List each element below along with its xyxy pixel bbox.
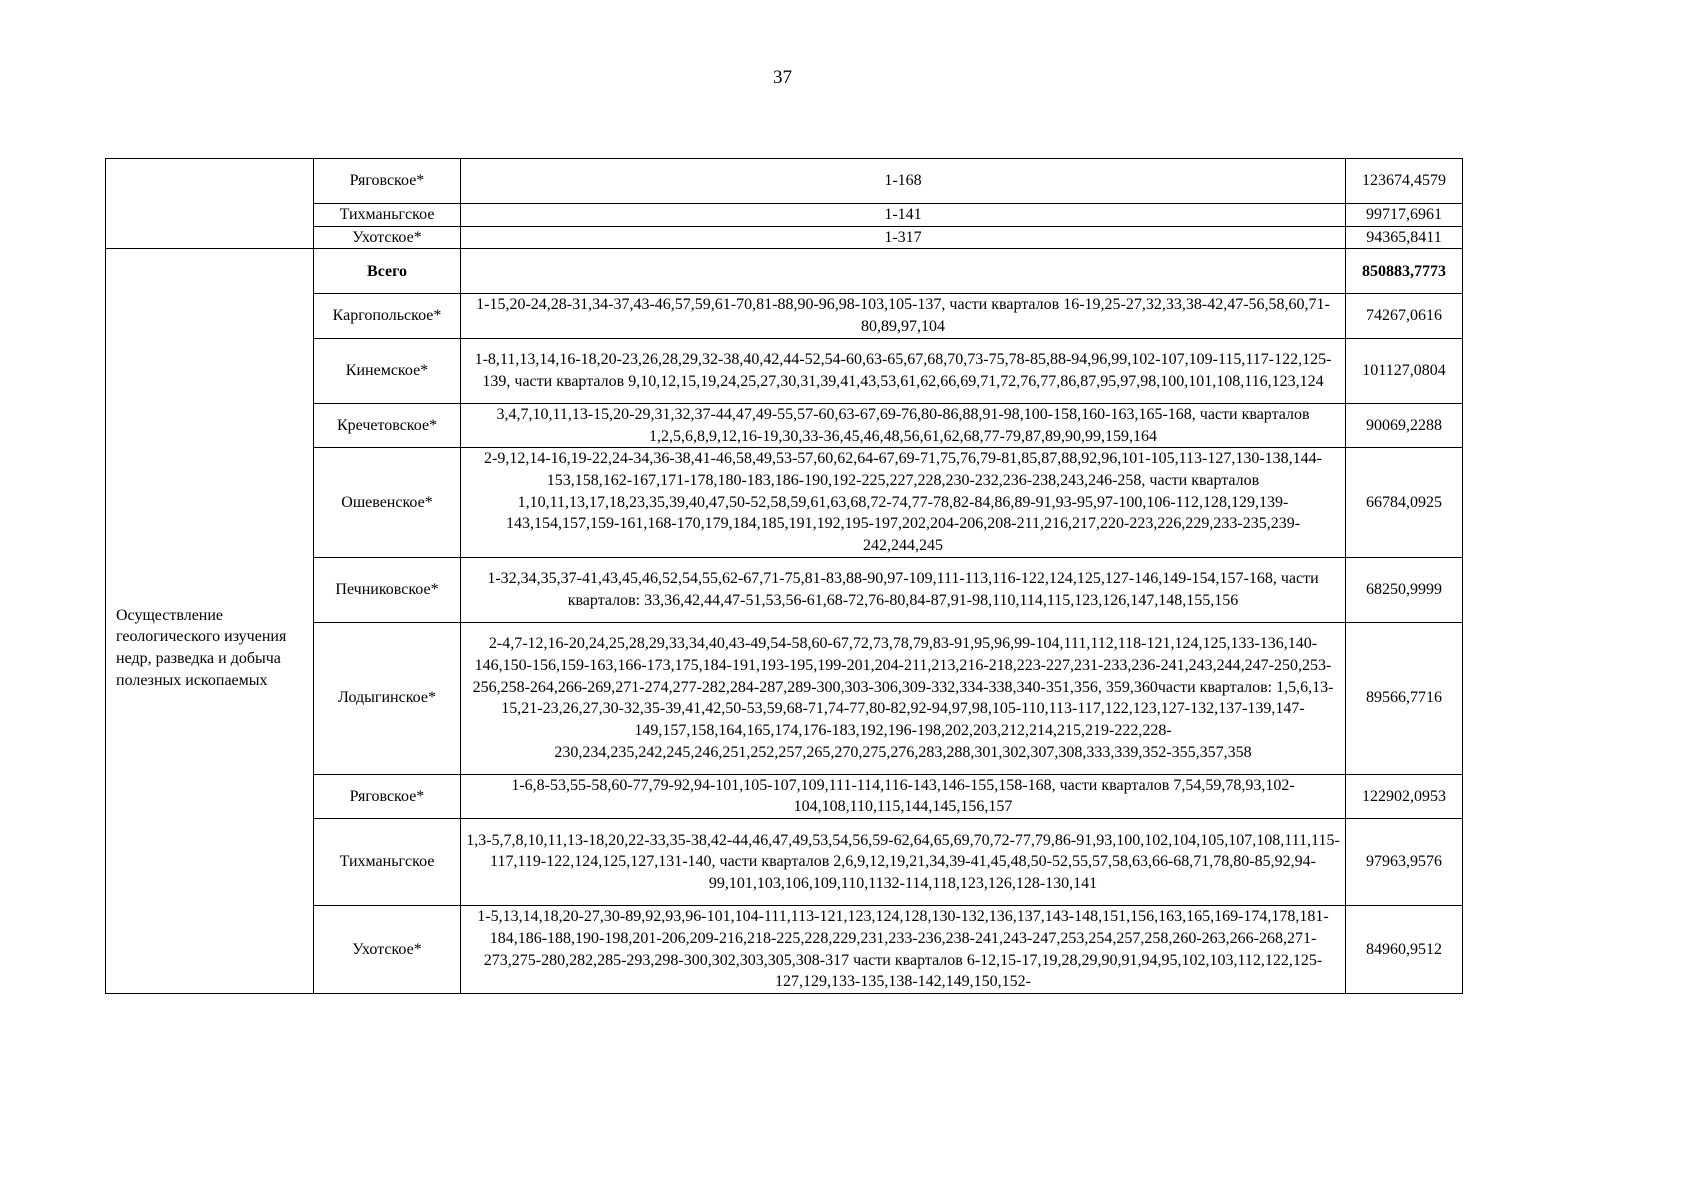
quarters-cell: 2-9,12,14-16,19-22,24-34,36-38,41-46,58,49,53-57,60,62,64-67,69-71,75,76,79-81,85,87,88,92,96,101-105,113-127,130-138,144-153,158,162-167,171-178,180-183,186-190,192-225,227,228,230-232,236-238,243,246-258, части кварталов 1,10,11,13,17,18,23,35,39,40,47,50-52,58,59,61,63,68,72-74,77-78,82-84,86,89-91,93-95,97-100,106-112,128,129,139-143,154,157,159-161,168-170,179,184,185,191,192,195-197,202,204-206,208-211,216,217,220-223,226,229,233-235,239-242,244,245 bbox=[461, 448, 1346, 558]
quarters-cell: 1-8,11,13,14,16-18,20-23,26,28,29,32-38,40,42,44-52,54-60,63-65,67,68,70,73-75,78-85,88-94,96,99,102-107,109-115,117-122,125-139, части кварталов 9,10,12,15,19,24,25,27,30,31,39,41,43,53,61,62,66,69,71,72,76,77,86,87,95,97,98,100,101,108,116,123,124 bbox=[461, 338, 1346, 403]
area-cell: 101127,0804 bbox=[1346, 338, 1463, 403]
quarters-cell: 1,3-5,7,8,10,11,13-18,20,22-33,35-38,42-44,46,47,49,53,54,56,59-62,64,65,69,70,72-77,79,86-91,93,100,102,104,105,107,108,111,115-117,119-122,124,125,127,131-140, части кварталов 2,6,9,12,19,21,34,39-41,45,48,50-52,55,57,58,63,66-68,71,78,80-85,92,94-99,101,103,106,109,110,1132-114,118,123,126,128-130,141 bbox=[461, 819, 1346, 906]
district-name: Тихманьгское bbox=[314, 819, 461, 906]
district-name: Тихманьгское bbox=[314, 204, 461, 227]
quarters-cell: 1-5,13,14,18,20-27,30-89,92,93,96-101,104-111,113-121,123,124,128,130-132,136,137,143-148,151,156,163,165,169-174,178,181-184,186-188,190-198,201-206,209-216,218-225,228,229,231,233-236,238-241,243-247,253,254,257,258,260-263,266-268,271-273,275-280,282,285-293,298-300,302,303,305,308-317 части кварталов 6-12,15-17,19,28,29,90,91,94,95,102,103,112,122,125-127,129,133-135,138-142,149,150,152- bbox=[461, 906, 1346, 994]
activity-cell: Осуществление геологического изучения недр, разведка и добыча полезных ископаемых bbox=[106, 249, 314, 994]
quarters-cell: 2-4,7-12,16-20,24,25,28,29,33,34,40,43-49,54-58,60-67,72,73,78,79,83-91,95,96,99-104,111,112,118-121,124,125,133-136,140-146,150-156,159-163,166-173,175,184-191,193-195,199-201,204-211,213,216-218,223-227,231-233,236-241,243,244,247-250,253-256,258-264,266-269,271-274,277-282,284-287,289-300,303-306,309-332,334-338,340-351,356, 359,360части кварталов: 1,5,6,13-15,21-23,26,27,30-32,35-39,41,42,50-53,59,68-71,74-77,80-82,92-94,97,98,105-110,113-117,122,123,127-132,137-139,147-149,157,158,164,165,174,176-183,192,196-198,202,203,212,214,215,219-222,228-230,234,235,242,245,246,251,252,257,265,270,275,276,283,288,301,302,307,308,333,339,352-355,357,358 bbox=[461, 622, 1346, 774]
district-name: Ухотское* bbox=[314, 906, 461, 994]
district-name: Ухотское* bbox=[314, 226, 461, 249]
table-row bbox=[106, 159, 1463, 204]
page-number: 37 bbox=[773, 67, 792, 88]
activity-cell-empty bbox=[106, 159, 314, 249]
district-name: Ряговское* bbox=[314, 774, 461, 818]
district-name: Лодыгинское* bbox=[314, 622, 461, 774]
quarters-cell: 1-32,34,35,37-41,43,45,46,52,54,55,62-67,71-75,81-83,88-90,97-109,111-113,116-122,124,125,127-146,149-154,157-168, части кварталов: 33,36,42,44,47-51,53,56-61,68-72,76-80,84-87,91-98,110,114,115,123,126,147,148,155,156 bbox=[461, 557, 1346, 622]
area-cell: 99717,6961 bbox=[1346, 204, 1463, 227]
district-name: Печниковское* bbox=[314, 557, 461, 622]
area-cell: 89566,7716 bbox=[1346, 622, 1463, 774]
forest-districts-table bbox=[105, 158, 1463, 994]
district-name: Ошевенское* bbox=[314, 448, 461, 558]
total-label: Всего bbox=[314, 249, 461, 294]
total-area: 850883,7773 bbox=[1346, 249, 1463, 294]
quarters-cell: 1-168 bbox=[461, 159, 1346, 204]
district-name: Кречетовское* bbox=[314, 403, 461, 447]
area-cell: 84960,9512 bbox=[1346, 906, 1463, 994]
area-cell: 97963,9576 bbox=[1346, 819, 1463, 906]
area-cell: 66784,0925 bbox=[1346, 448, 1463, 558]
area-cell: 74267,0616 bbox=[1346, 294, 1463, 338]
area-cell: 122902,0953 bbox=[1346, 774, 1463, 818]
area-cell: 123674,4579 bbox=[1346, 159, 1463, 204]
district-name: Ряговское* bbox=[314, 159, 461, 204]
table-row-total bbox=[106, 249, 1463, 294]
district-name: Каргопольское* bbox=[314, 294, 461, 338]
area-cell: 68250,9999 bbox=[1346, 557, 1463, 622]
area-cell: 94365,8411 bbox=[1346, 226, 1463, 249]
quarters-cell: 1-6,8-53,55-58,60-77,79-92,94-101,105-107,109,111-114,116-143,146-155,158-168, части кварталов 7,54,59,78,93,102-104,108,110,115,144,145,156,157 bbox=[461, 774, 1346, 818]
quarters-cell: 1-317 bbox=[461, 226, 1346, 249]
quarters-cell: 1-141 bbox=[461, 204, 1346, 227]
quarters-cell: 1-15,20-24,28-31,34-37,43-46,57,59,61-70,81-88,90-96,98-103,105-137, части кварталов 16-19,25-27,32,33,38-42,47-56,58,60,71-80,89,97,104 bbox=[461, 294, 1346, 338]
district-name: Кинемское* bbox=[314, 338, 461, 403]
quarters-cell bbox=[461, 249, 1346, 294]
area-cell: 90069,2288 bbox=[1346, 403, 1463, 447]
quarters-cell: 3,4,7,10,11,13-15,20-29,31,32,37-44,47,49-55,57-60,63-67,69-76,80-86,88,91-98,100-158,160-163,165-168, части кварталов 1,2,5,6,8,9,12,16-19,30,33-36,45,46,48,56,61,62,68,77-79,87,89,90,99,159,164 bbox=[461, 403, 1346, 447]
